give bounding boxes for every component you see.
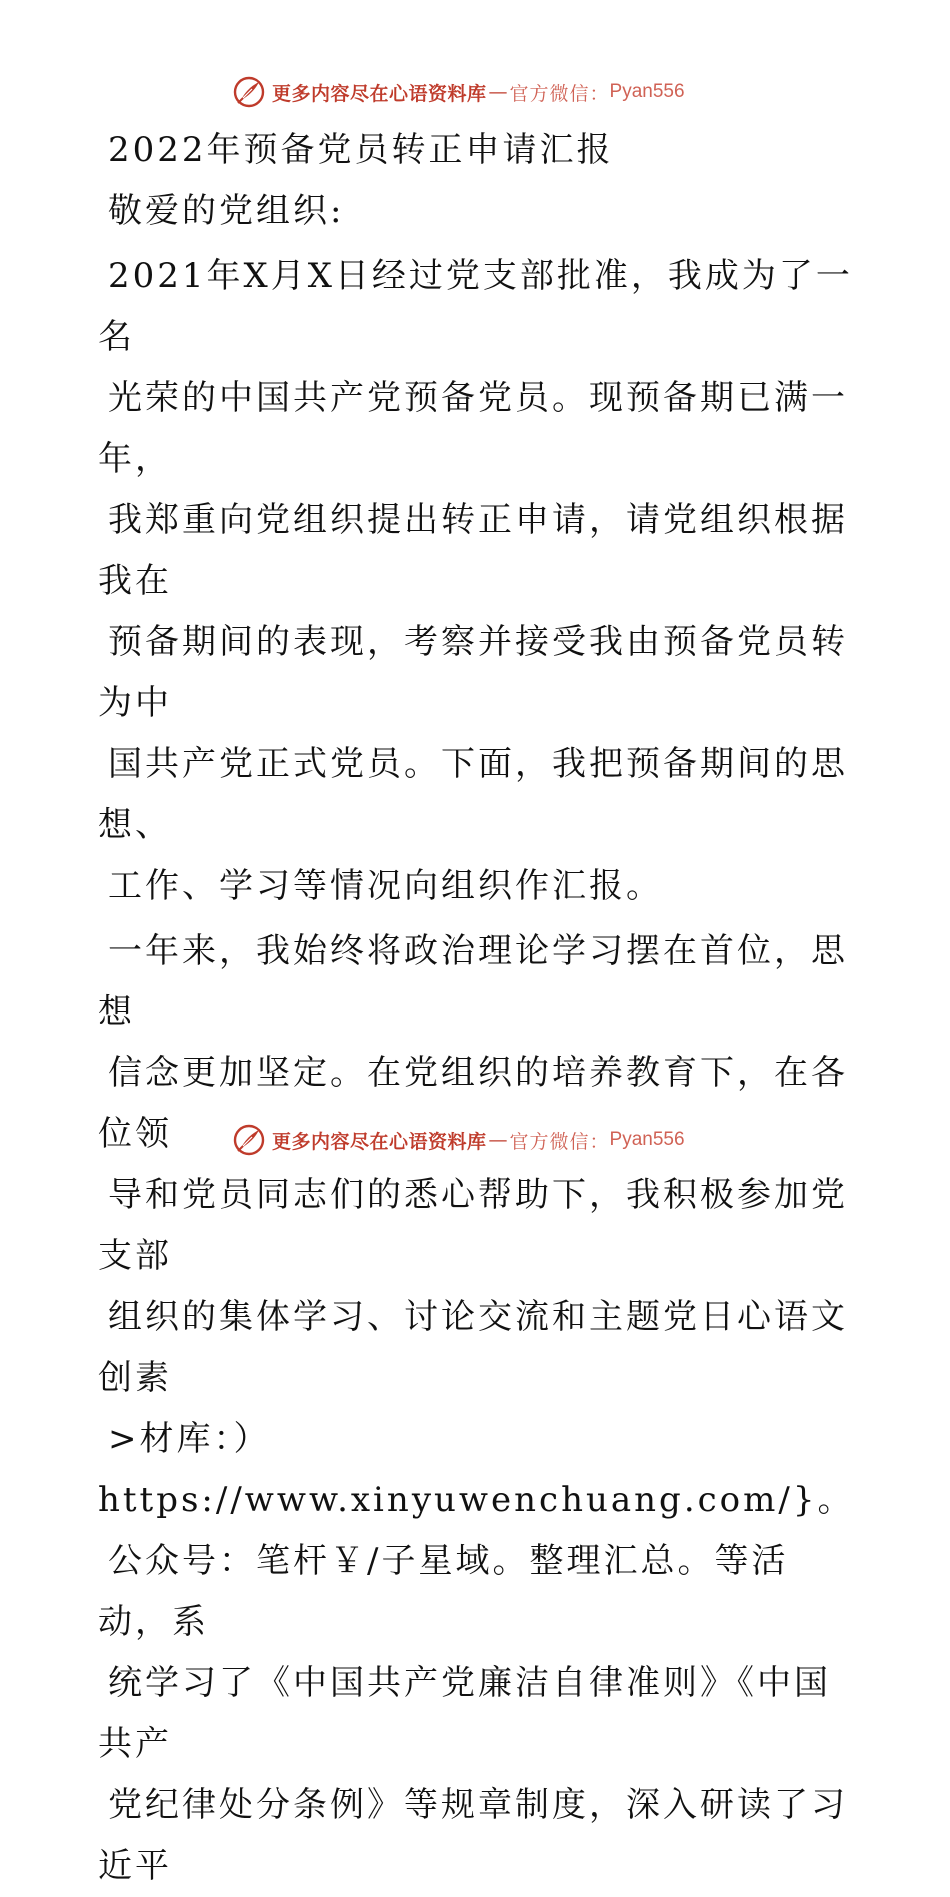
header-banner-wechat-label: 官方微信： [509,82,610,105]
footer-banner-text: 更多内容尽在心语资料库 [272,1130,487,1153]
paragraph-line: >材库：）https://www.xinyuwenchuang.com/}。 [98,1419,855,1520]
header-banner-text: 更多内容尽在心语资料库 [272,82,487,105]
paragraph-line: 统学习了《中国共产党廉洁自律准则》《中国共产 [98,1663,831,1764]
paragraph-line: 2021年X月X日经过党支部批准，我成为了一名 [98,256,853,357]
paragraph-line: 工作、学习等情况向组织作汇报。 [108,866,663,906]
paragraph-line: 国共产党正式党员。下面，我把预备期间的思想、 [98,744,848,845]
feather-pen-logo-icon [232,75,266,109]
salutation: 敬爱的党组织: [108,191,345,231]
paragraph-line: 信念更加坚定。在党组织的培养教育下，在各位领 [98,1053,848,1154]
paragraph-line: 光荣的中国共产党预备党员。现预备期已满一年， [98,378,848,479]
document-body [98,120,858,1897]
paragraph-line: 党纪律处分条例》等规章制度，深入研读了习近平 [98,1785,848,1886]
paragraph-line: 我郑重向党组织提出转正申请，请党组织根据我在 [98,500,848,601]
header-banner-wechat-id: Pyan556 [609,81,685,102]
document-title: 2022年预备党员转正申请汇报 [108,130,614,170]
paragraph-line: 导和党员同志们的悉心帮助下，我积极参加党支部 [98,1175,848,1276]
paragraph-line: 一年来，我始终将政治理论学习摆在首位，思想 [98,931,848,1032]
footer-banner [232,1120,712,1160]
footer-banner-wechat-label: 官方微信： [509,1130,610,1153]
paragraph-line: 公众号：笔杆￥/子星域。整理汇总。等活动，系 [98,1541,789,1642]
paragraph-line: 预备期间的表现，考察并接受我由预备党员转为中 [98,622,848,723]
header-banner [232,72,712,112]
paragraph-2 [98,921,858,1897]
feather-pen-logo-icon [232,1123,266,1157]
paragraph-line: 组织的集体学习、讨论交流和主题党日心语文创素 [98,1297,848,1398]
header-banner-separator: — [488,81,508,103]
paragraph-1 [98,246,858,917]
footer-banner-wechat-id: Pyan556 [609,1129,685,1150]
footer-banner-separator: — [488,1129,508,1151]
